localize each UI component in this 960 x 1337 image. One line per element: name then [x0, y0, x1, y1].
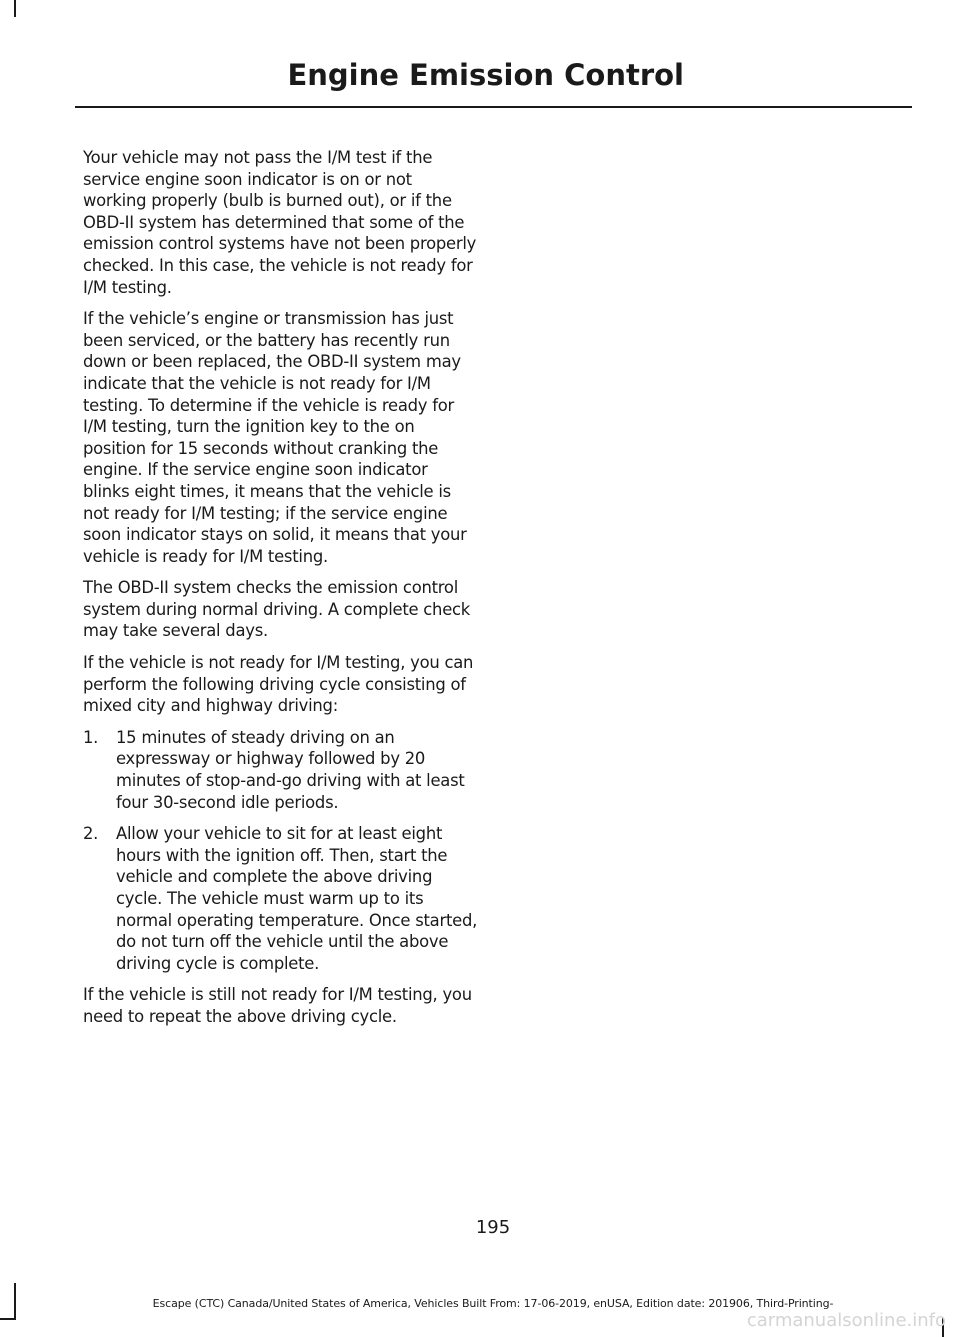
paragraph-obd-check: The OBD-II system checks the emission control system during normal driving. A complete check may take several days. [83, 578, 471, 641]
page-number: 195 [475, 1217, 511, 1238]
list-item-number: 1. [83, 727, 99, 747]
list-item-text: 15 minutes of steady driving on an expressway or highway followed by 20 minutes of stop-and-go driving with at least four 30-second idle periods. [116, 727, 465, 812]
list-item-text: Allow your vehicle to sit for at least eight hours with the ignition off. Then, start the vehicle and complete the above driving cycle. The vehicle must warm up to its normal operating temperature. Once started, do not turn off the vehicle until the above driving cycle is complete. [116, 824, 478, 973]
crop-mark-bottom-left-foot [0, 1318, 16, 1320]
page-title: Engine Emission Control [287, 58, 684, 92]
crop-mark-top-left [14, 0, 16, 17]
paragraph-im-test: Your vehicle may not pass the I/M test if the service engine soon indicator is on or not working properly (bulb is burned out), or if the OBD-II system has determined that some of the emission control systems have not been properly checked. In this case, the vehicle is not ready for I/M testing. [83, 148, 477, 297]
paragraph-driving-cycle-intro: If the vehicle is not ready for I/M testing, you can perform the following driving cycle consisting of mixed city and highway driving: [83, 653, 474, 716]
footer-edition-info: Escape (CTC) Canada/United States of America, Vehicles Built From: 17-06-2019, enUSA, Edition date: 201906, Third-Printing- [152, 1297, 834, 1310]
header-rule [75, 106, 912, 108]
paragraph-readiness-check: If the vehicle’s engine or transmission has just been serviced, or the battery has recently run down or been replaced, the OBD-II system may indicate that the vehicle is not ready for I/M testing. To determine if the vehicle is ready for I/M testing, turn the ignition key to the on position for 15 seconds without cranking the engine. If the service engine soon indicator blinks eight times, it means that the vehicle is not ready for I/M testing; if the service engine soon indicator stays on solid, it means that your vehicle is ready for I/M testing. [83, 309, 467, 566]
main-text-column [83, 147, 478, 1038]
watermark: carmanualsonline.info [746, 1310, 946, 1331]
list-item-number: 2. [83, 824, 99, 844]
list-item [83, 727, 478, 813]
list-item [83, 823, 478, 974]
paragraph-repeat-cycle: If the vehicle is still not ready for I/M testing, you need to repeat the above driving cycle. [83, 985, 472, 1026]
